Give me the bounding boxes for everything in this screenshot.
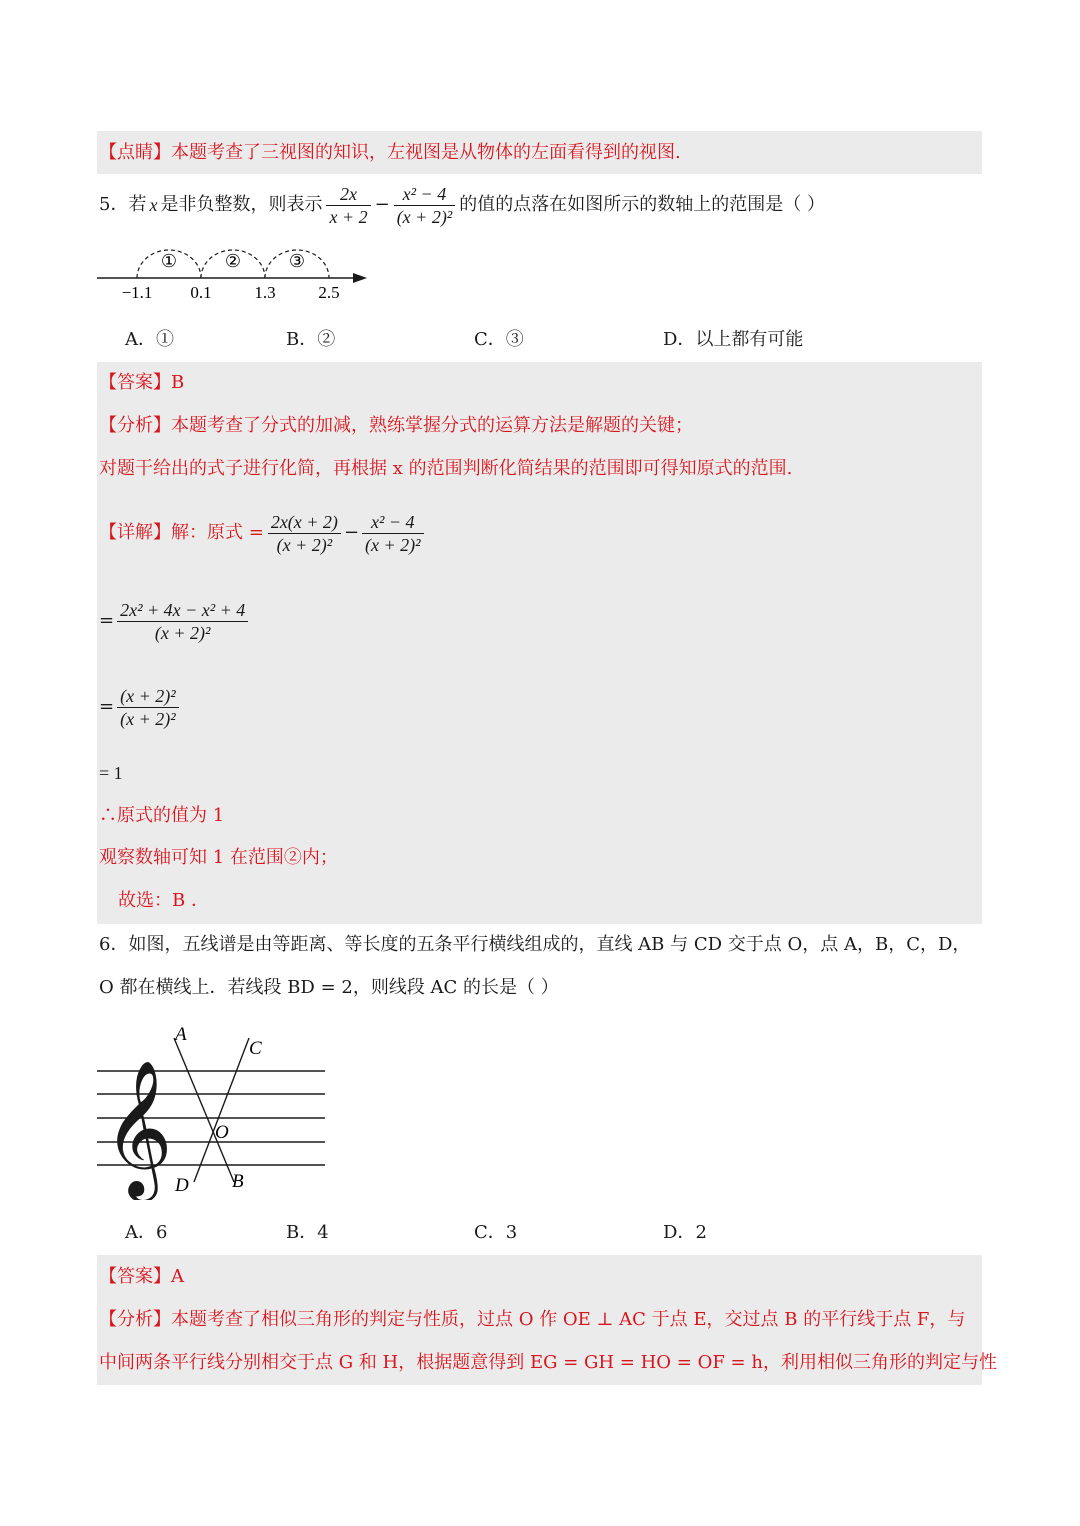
q5-detail-step3: = $\frac{\text{(x + 2)²}}{\text{(x + 2)²}}$ [99, 680, 179, 734]
q5-frac2-den: (x + 2)² [396, 206, 453, 227]
q6-staff-figure [95, 1020, 335, 1200]
q6-option-a[interactable]: A．6 [125, 1222, 168, 1243]
q6-stem-line1: 6．如图，五线谱是由等距离、等长度的五条平行横线组成的，直线 AB 与 CD 交于点 O，点 A，B，C，D， [99, 934, 971, 955]
q5-stem-suffix: 的值的点落在如图所示的数轴上的范围是（ ） [459, 194, 825, 215]
q5-detail-label: 【详解】 [99, 522, 171, 543]
line-CD [194, 1038, 249, 1182]
q5-detail-step2: = $\frac{\text{2x² + 4x − x² + 4}}{\text{(x + 2)²}}$ [99, 594, 248, 648]
q5-step1-frac-a: $\frac{2x(x + 2)}{\text{(x + 2)²}}$ [268, 511, 341, 556]
q5-frac2-num: x² − 4 [394, 183, 456, 206]
q6-option-c[interactable]: C．3 [474, 1222, 518, 1243]
q5-step2-frac: $\frac{\text{2x² + 4x − x² + 4}}{\text{(x + 2)²}}$ [117, 599, 248, 644]
region-label-1: ① [160, 251, 178, 272]
point-label-C: C [249, 1038, 262, 1059]
point-label-B: B [232, 1171, 244, 1192]
q5-conclusion-2: 观察数轴可知 1 在范围②内； [99, 847, 338, 868]
q5-stem-var: x [149, 195, 158, 215]
q5-option-a[interactable]: A．① [125, 329, 174, 350]
tick-label-3: 1.3 [254, 283, 276, 302]
region-label-2: ② [224, 251, 242, 272]
q5-stem [99, 180, 825, 230]
q5-step1-frac-b: $\frac{\text{x² − 4}}{\text{(x + 2)²}}$ [362, 511, 424, 556]
q5-analysis-1: 【分析】本题考查了分式的加减，熟练掌握分式的运算方法是解题的关键； [99, 415, 693, 436]
number-line-arrow [353, 273, 367, 283]
tip-text: 本题考查了三视图的知识，左视图是从物体的左面看得到的视图. [171, 142, 681, 163]
q5-frac1-num: 2x [326, 183, 370, 206]
q5-conclusion-1: ∴原式的值为 1 [99, 805, 225, 826]
q6-option-d[interactable]: D．2 [663, 1222, 707, 1243]
tip-label: 【点睛】 [99, 142, 171, 163]
tick-label-2: 0.1 [190, 283, 212, 302]
point-label-D: D [175, 1175, 189, 1196]
q5-option-d[interactable]: D．以上都有可能 [663, 329, 804, 350]
q5-frac1-den: x + 2 [329, 206, 368, 227]
q6-answer: 【答案】A [99, 1266, 184, 1287]
q5-step3-frac: $\frac{\text{(x + 2)²}}{\text{(x + 2)²}}$ [117, 685, 179, 730]
q5-detail-step4: = 1 [99, 763, 123, 783]
line-AB [174, 1038, 234, 1182]
region-label-3: ③ [288, 251, 306, 272]
q5-stem-prefix: 5．若 [99, 194, 147, 215]
treble-clef-icon: 𝄞 [103, 1058, 173, 1196]
q5-option-c[interactable]: C．③ [474, 329, 524, 350]
tick-label-1: −1.1 [121, 283, 153, 302]
q5-minus: − [374, 194, 390, 215]
q5-fraction-1 [326, 183, 370, 228]
q6-analysis-1: 【分析】本题考查了相似三角形的判定与性质，过点 O 作 OE ⊥ AC 于点 E，交过点 B 的平行线于点 F，与 [99, 1309, 966, 1330]
q5-detail-step1: 【详解】 解：原式 = $\frac{2x(x + 2)}{\text{(x + 2)²}}$ − $\frac{\text{x² − 4}}{\text{(x + 2)²}}$ [99, 506, 424, 560]
q5-stem-mid: 是非负整数，则表示 [160, 194, 323, 215]
q5-fraction-2 [394, 183, 456, 228]
q6-stem-line2: O 都在横线上．若线段 BD = 2，则线段 AC 的长是（ ） [99, 977, 559, 998]
q5-analysis-2: 对题干给出的式子进行化简，再根据 x 的范围判断化简结果的范围即可得知原式的范围. [99, 458, 793, 479]
q5-number-line [95, 235, 375, 307]
q5-answer: 【答案】B [99, 372, 185, 393]
q5-conclusion-3: 故选：B ． [118, 890, 209, 911]
q6-option-b[interactable]: B．4 [286, 1222, 329, 1243]
point-label-A: A [175, 1024, 187, 1045]
q6-analysis-2: 中间两条平行线分别相交于点 G 和 H，根据题意得到 EG = GH = HO = OF = h，利用相似三角形的判定与性 [99, 1352, 997, 1373]
q5-option-b[interactable]: B．② [286, 329, 336, 350]
tick-label-4: 2.5 [318, 283, 340, 302]
q5-detail-intro: 解：原式 = [171, 522, 264, 543]
point-label-O: O [215, 1122, 229, 1143]
tip-line [99, 142, 681, 164]
